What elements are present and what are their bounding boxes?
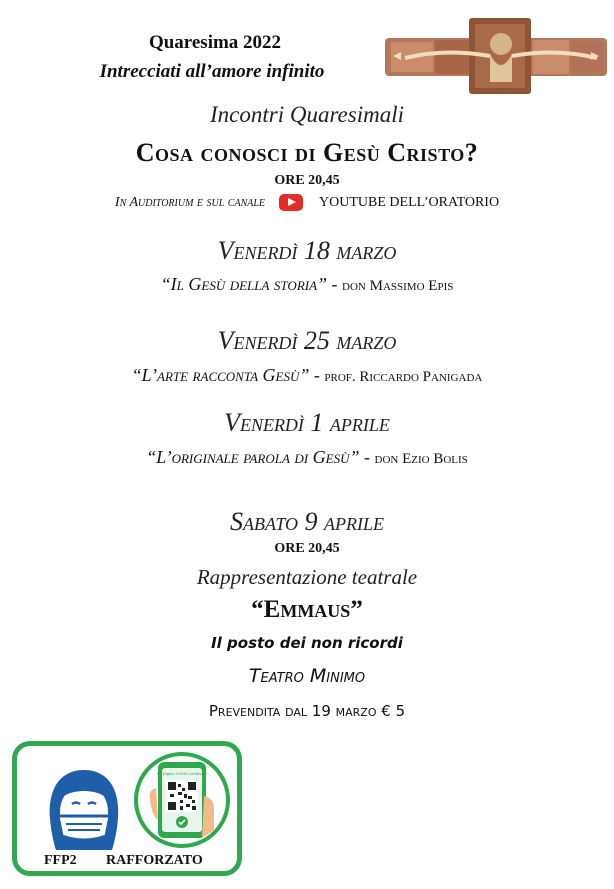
- pass-label: RAFFORZATO: [106, 853, 203, 868]
- meeting-2-speaker: prof. Riccardo Panigada: [324, 369, 483, 385]
- crucifix-image: [385, 16, 607, 96]
- meeting-1-date: Venerdì 18 marzo: [217, 236, 397, 265]
- meeting-3-title: “L’originale parola di Gesù”: [146, 447, 360, 467]
- meeting-1-title: “Il Gesù della storia”: [160, 274, 328, 294]
- meeting-1-speaker: don Massimo Epis: [342, 278, 454, 294]
- event-time: ORE 20,45: [274, 173, 340, 188]
- mask-label: FFP2: [44, 853, 77, 868]
- venue-text-2: YOUTUBE DELL’ORATORIO: [319, 194, 500, 210]
- show-subtitle: Il posto dei non ricordi: [211, 634, 403, 652]
- meeting-3-talk: [0, 447, 614, 468]
- venue-text-1: In Auditorium e sul canale: [114, 194, 266, 210]
- presale-info: Prevendita dal 19 marzo € 5: [208, 702, 406, 720]
- event-title: Cosa conosci di Gesù Cristo?: [135, 138, 479, 167]
- ffp2-mask-icon: [44, 766, 124, 852]
- theatre-kicker: Rappresentazione teatrale: [196, 565, 418, 589]
- meeting-2-dash: -: [313, 365, 320, 385]
- pass-card-text: EU Digital COVID Certificate: [156, 772, 208, 776]
- show-company: Teatro Minimo: [248, 665, 366, 687]
- event-venue: [0, 194, 614, 211]
- header-subtitle: Intrecciati all’amore infinito: [99, 61, 325, 82]
- header-title: Quaresima 2022: [148, 32, 282, 53]
- youtube-icon: [279, 194, 303, 211]
- meeting-3-date: Venerdì 1 aprile: [224, 408, 390, 437]
- show-title: “Emmaus”: [251, 596, 363, 623]
- meeting-1-talk: [0, 274, 614, 295]
- meeting-3-speaker: don Ezio Bolis: [374, 451, 468, 467]
- theatre-time: ORE 20,45: [274, 541, 340, 556]
- meeting-2-date: Venerdì 25 marzo: [217, 326, 397, 355]
- meeting-2-talk: [0, 365, 614, 386]
- theatre-date: Sabato 9 aprile: [230, 507, 384, 536]
- meeting-2-title: “L’arte racconta Gesù”: [131, 365, 310, 385]
- meeting-3-dash: -: [364, 447, 370, 467]
- event-kicker: Incontri Quaresimali: [210, 102, 404, 127]
- green-pass-phone-icon: [144, 760, 220, 842]
- meeting-1-dash: -: [331, 274, 338, 294]
